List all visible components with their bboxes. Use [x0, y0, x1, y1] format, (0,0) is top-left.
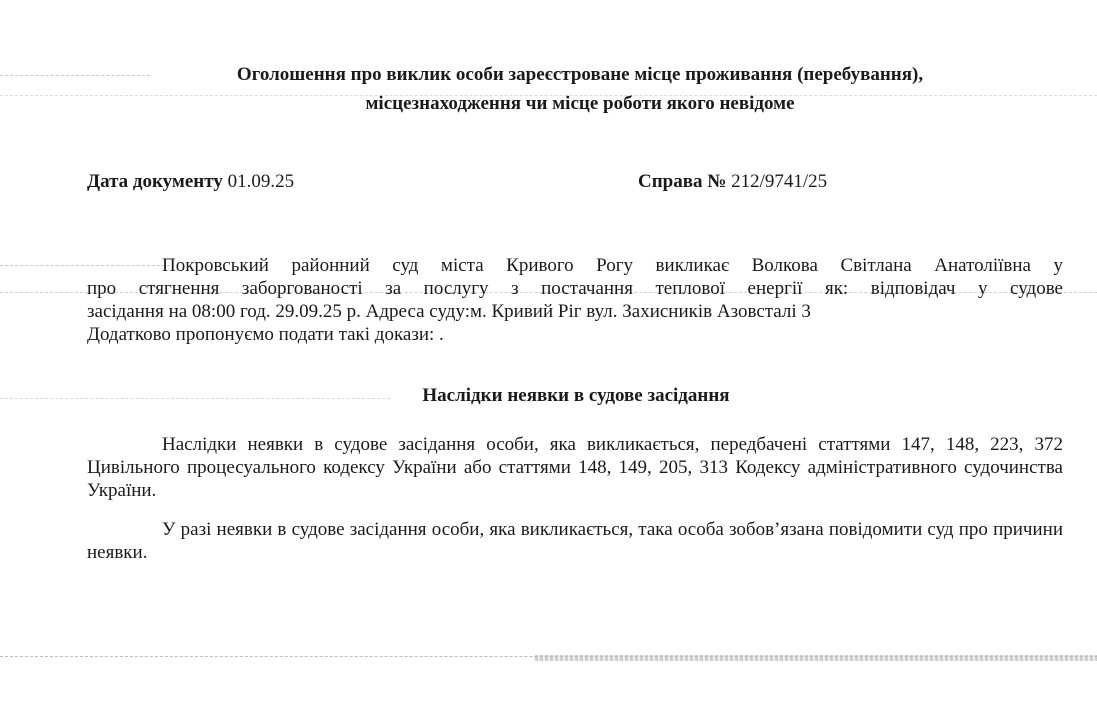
summons-paragraph [87, 254, 1063, 346]
date-value: 01.09.25 [227, 171, 295, 192]
summons-line-1: Покровський районний суд міста Кривого Рогу викликає Волкова Світлана Анатоліївна у [162, 255, 1063, 276]
consequences-paragraph-2: У разі неявки в судове засідання особи, яка викликається, така особа зобов’язана повідомити суд про причини неявки. [87, 519, 1063, 563]
scan-artifact-band [535, 655, 1097, 661]
title-line-1: Оголошення про виклик особи зареєстроване місце проживання (перебування), [236, 64, 924, 85]
consequences-paragraph-1: Наслідки неявки в судове засідання особи, яка викликається, передбачені статтями 147, 148, 223, 372 Цивільного процесуального кодексу України або статтями 148, 149, 205, 313 Кодексу адміністративного судочинства України. [87, 434, 1063, 501]
case-label: Справа № [638, 171, 727, 192]
case-number [638, 171, 827, 193]
document-date [87, 171, 294, 193]
title-line-2: місцезнаходження чи місце роботи якого невідоме [365, 93, 795, 114]
summons-line-4: Додатково пропонуємо подати такі докази: . [87, 324, 444, 345]
consequences-heading: Наслідки неявки в судове засідання [422, 385, 730, 406]
case-value: 212/9741/25 [731, 171, 828, 192]
summons-line-2: про стягнення заборгованості за послугу з постачання теплової енергії як: відповідач у судове [87, 278, 1063, 299]
summons-line-3: засідання на 08:00 год. 29.09.25 р. Адреса суду:м. Кривий Ріг вул. Захисників Азовсталі 3 [87, 301, 811, 322]
document-title [60, 60, 1097, 118]
date-label: Дата документу [87, 171, 223, 192]
